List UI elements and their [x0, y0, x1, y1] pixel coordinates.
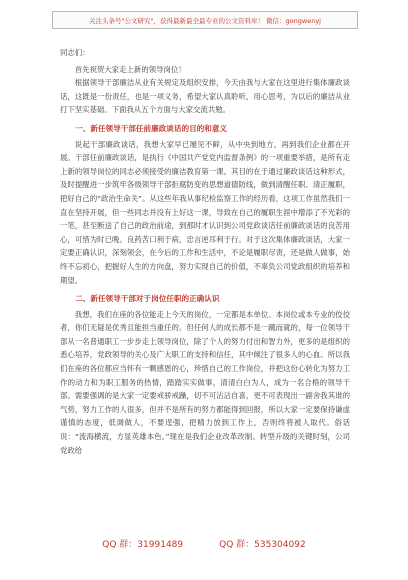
intro-paragraph: 首先祝贺大家走上新的领导岗位！ [74, 64, 186, 74]
section-heading: 一、新任领导干部任前廉政谈话的目的和意义 [75, 123, 228, 133]
qq-group-2: QQ 群：535304092 [219, 540, 306, 550]
section-heading: 二、新任领导干部对于岗位任职的正确认识 [75, 294, 220, 304]
document-body [60, 46, 350, 457]
promo-banner-text: 关注头条号"公文研究"，获得最新最全最专业的公文资料库！ 微信：gongwenyj [89, 16, 321, 25]
intro-paragraph: 根据领导干部廉洁从业有关规定及组织安排，今天由我与大家在这里进行集体廉政谈话，这既是一份责任，也是一项义务，希望大家认真聆听，用心思考，为以后的廉洁从业打下坚实基础。下面我从五个方面与大家交流共勉。 [60, 78, 350, 115]
promo-banner [52, 11, 358, 29]
section-paragraph: 说起干部廉政谈话，我想大家早已屡见不鲜，从中央到地方，再到我们企业都在开展。干部任前廉政谈话，是执行《中国共产党党内监督条例》的一项重要举措，是所有走上新的领导岗位的同志必须接受的廉洁教育第一课。其目的在于通过廉政谈话这种形式，及时提醒进一步筑牢各级领导干部拒腐防变的思想道德防线，做到清醒任职、清正履职，把好自己的“政治生命关”。从这些年我从事纪检监察工作的经历看，这项工作虽然我们一直在坚持开展，但一些同志并没有上好这一课，导致在自己的履职生涯中增添了不光彩的一笔，甚至断送了自己的政治前途，到那时才认识到公司党政谈话任前廉政谈话的良苦用心，可惜为时已晚。良药苦口利于病，忠言逆耳利于行。对于这次集体廉政谈话，大家一定要正确认识，深刻领会，在今后的工作和生活中，不论是履职尽责，还是做人做事，始终不忘初心，把握好人生的方向盘，努力实现自己的价值，不辜负公司党政组织的培养和期望。 [60, 139, 350, 285]
footer-contacts [0, 537, 408, 550]
qq-group-1: QQ 群：31991489 [102, 540, 184, 550]
section-paragraph: 我想，我们在座的各位能走上今天的岗位，一定都是本单位、本岗位或本专业的佼佼者，你们无疑是优秀且能担当重任的。但任何人的成长都不是一蹴而就的，每一位领导干部从一名普通职工一步步走上领导岗位，除了个人的努力付出和智力外，更多的是组织的悉心培养，党政领导的关心及广大职工的支持和信任，其中倾注了很多人的心血。所以我们在座的各位都应当怀有一颗感恩的心，珍惜自己的工作岗位，并把这份心转化为努力工作的动力和为职工服务的热情，踏踏实实做事，清清白白为人，成为一名合格的领导干部。需要强调的是大家一定要戒骄戒躁，切不可沾沾自喜，更不可表现出一副舍我其谁的气势，努力工作的人很多，但并不是所有的努力都能得到回报，所以大家一定要保持谦虚谨慎的态度，低调做人，不要逞强，把精力放到工作上，否则终将被人取代。俗话说：“流海横流，方显英雄本色。”现在是我们企业改革改制、转型升级的关键时刻，公司党政给 [60, 309, 350, 455]
greeting: 同志们： [60, 48, 90, 57]
